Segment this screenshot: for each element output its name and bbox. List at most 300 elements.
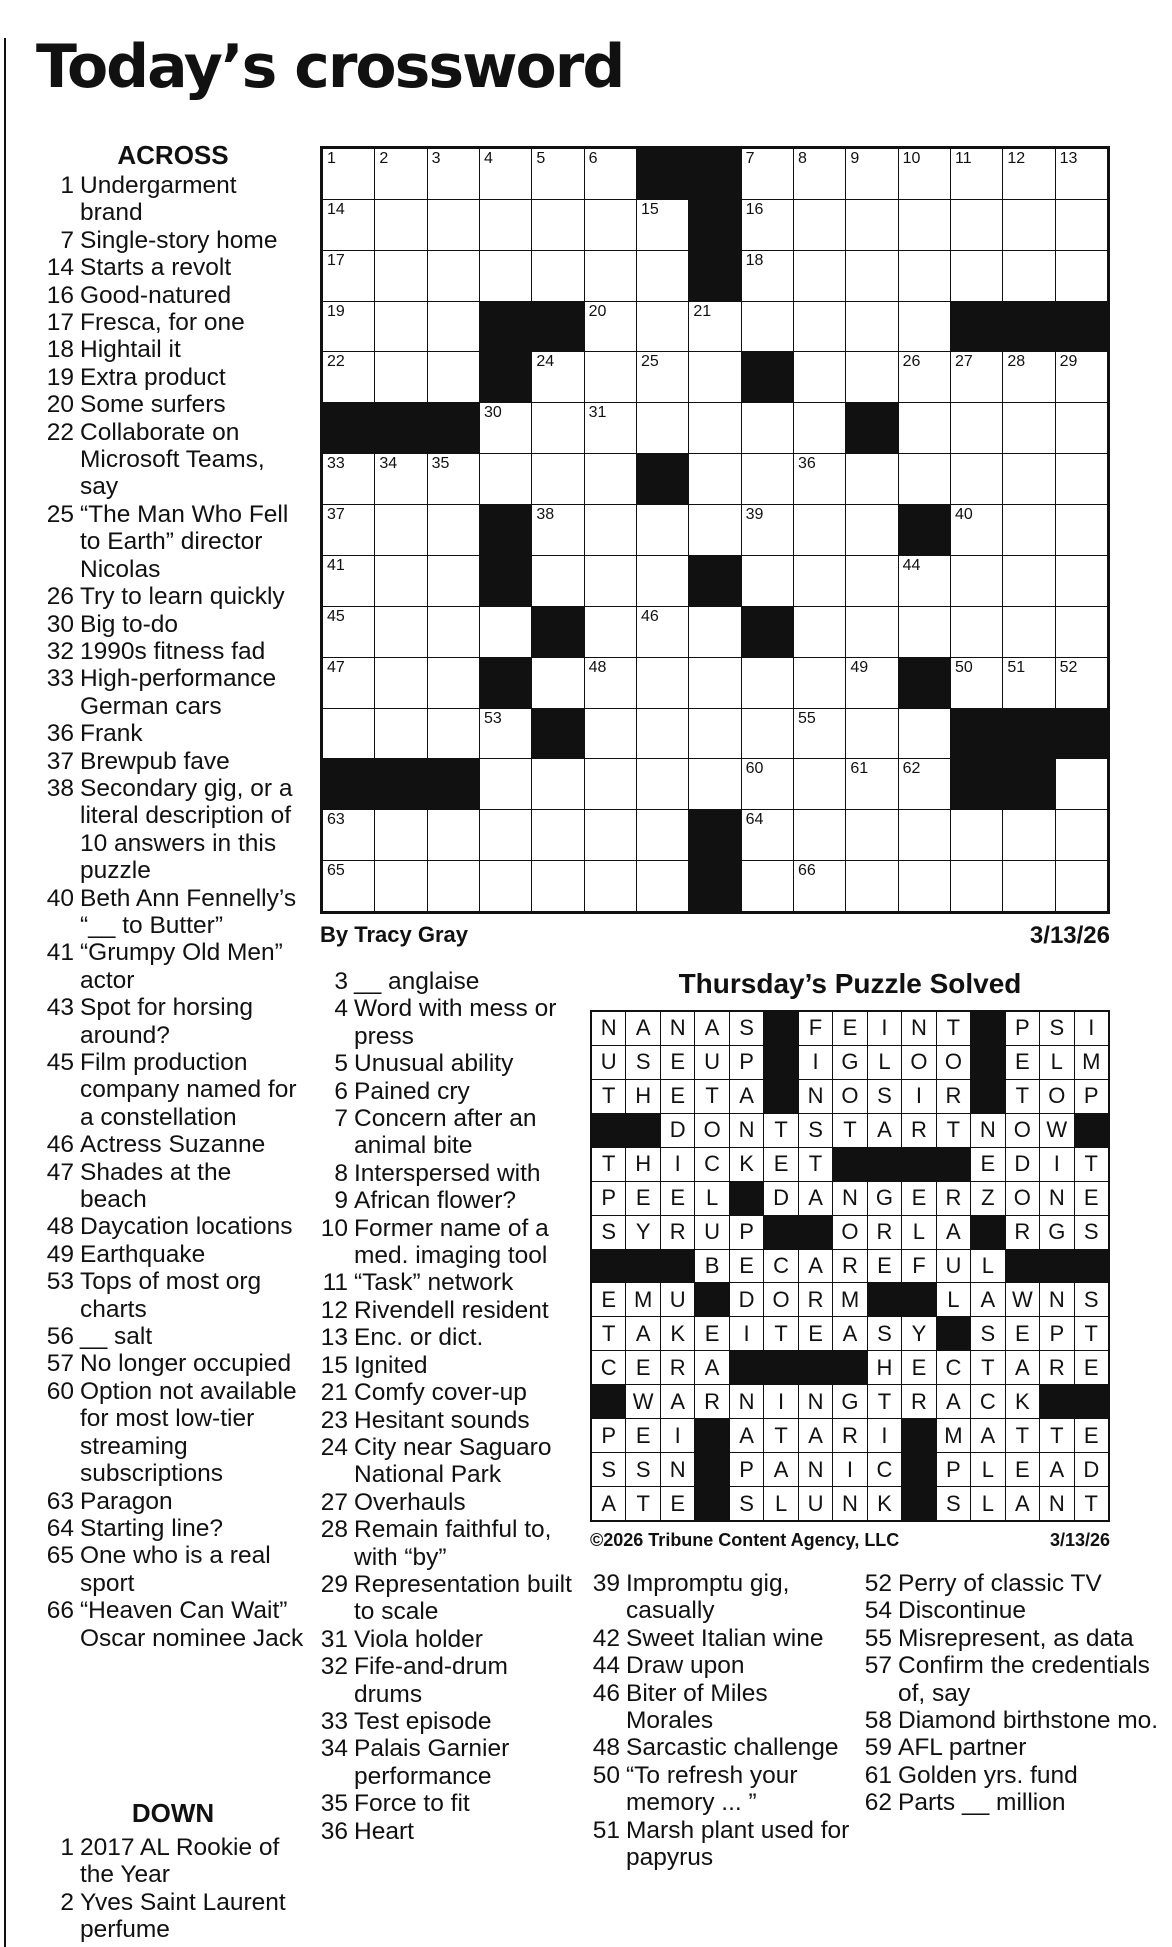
grid-cell[interactable]: [689, 759, 740, 809]
grid-cell[interactable]: [532, 861, 583, 911]
clue-down_col2-32: [316, 1653, 574, 1708]
grid-cell[interactable]: [1056, 454, 1107, 504]
grid-cell[interactable]: [794, 352, 845, 402]
grid-cell[interactable]: [689, 505, 740, 555]
cell-number: 37: [327, 506, 345, 524]
grid-cell[interactable]: [428, 454, 479, 504]
cell-number: 55: [797, 709, 816, 727]
clue-down_col2-6: [316, 1078, 574, 1105]
grid-cell[interactable]: [1003, 861, 1054, 911]
solution-letter: T: [833, 1114, 866, 1147]
grid-cell[interactable]: [794, 454, 845, 504]
grid-cell[interactable]: [899, 759, 950, 809]
solution-letter: S: [1075, 1283, 1108, 1316]
grid-cell[interactable]: [1003, 251, 1054, 301]
grid-cell[interactable]: [899, 403, 950, 453]
clue-across-53: [42, 1268, 304, 1323]
grid-cell[interactable]: [951, 861, 1002, 911]
clue-text: 2017 AL Rookie of the Year: [80, 1834, 280, 1889]
solution-letter: A: [626, 1317, 659, 1350]
grid-cell[interactable]: [585, 352, 636, 402]
grid-cell[interactable]: [637, 302, 688, 352]
solution-black-square: [764, 1216, 797, 1249]
black-square: [846, 403, 897, 453]
clue-across-38: [42, 775, 304, 885]
grid-cell[interactable]: [794, 658, 845, 708]
grid-cell[interactable]: [532, 200, 583, 250]
across-list: [42, 172, 304, 1652]
grid-cell[interactable]: [375, 810, 426, 860]
cell-number: 26: [902, 353, 921, 371]
grid-cell[interactable]: [899, 861, 950, 911]
grid-cell[interactable]: [428, 861, 479, 911]
grid-cell[interactable]: [1056, 251, 1107, 301]
grid-cell[interactable]: [480, 810, 531, 860]
solution-letter: I: [868, 1012, 901, 1045]
solution-letter: R: [695, 1385, 728, 1418]
clue-down_col2-27: [316, 1489, 574, 1516]
clue-down_col2-13: [316, 1324, 574, 1351]
solution-letter: A: [833, 1317, 866, 1350]
grid-cell[interactable]: [585, 810, 636, 860]
grid-cell[interactable]: [742, 709, 793, 759]
solution-letter: Y: [626, 1216, 659, 1249]
grid-cell[interactable]: [323, 200, 374, 250]
grid-cell[interactable]: [532, 352, 583, 402]
grid-cell[interactable]: [1056, 810, 1107, 860]
grid-cell[interactable]: [899, 607, 950, 657]
grid-cell[interactable]: [532, 810, 583, 860]
grid-cell[interactable]: [480, 454, 531, 504]
grid-cell[interactable]: [585, 200, 636, 250]
grid-cell[interactable]: [585, 709, 636, 759]
grid-cell[interactable]: [428, 810, 479, 860]
grid-cell[interactable]: [637, 658, 688, 708]
cell-number: 17: [327, 251, 345, 269]
grid-cell[interactable]: [846, 556, 897, 606]
clue-down_col2-33: [316, 1708, 574, 1735]
grid-cell[interactable]: [637, 251, 688, 301]
crossword-grid[interactable]: [320, 146, 1110, 914]
grid-cell[interactable]: [585, 556, 636, 606]
grid-cell[interactable]: [480, 251, 531, 301]
grid-cell[interactable]: [323, 607, 374, 657]
grid-cell[interactable]: [1003, 149, 1054, 199]
grid-cell[interactable]: [742, 454, 793, 504]
solution-letter: R: [1006, 1216, 1039, 1249]
solution-black-square: [695, 1419, 728, 1452]
grid-cell[interactable]: [585, 403, 636, 453]
solution-letter: E: [1075, 1419, 1108, 1452]
clue-number: 18: [46, 336, 74, 364]
grid-cell[interactable]: [637, 556, 688, 606]
grid-cell[interactable]: [375, 607, 426, 657]
grid-cell[interactable]: [846, 454, 897, 504]
grid-cell[interactable]: [323, 454, 374, 504]
cell-number: 52: [1059, 658, 1078, 676]
grid-cell[interactable]: [689, 658, 740, 708]
grid-cell[interactable]: [742, 556, 793, 606]
grid-cell[interactable]: [323, 861, 374, 911]
grid-cell[interactable]: [637, 200, 688, 250]
clue-text: Shades at the beach: [80, 1158, 232, 1214]
black-square: [428, 403, 479, 453]
solution-black-square: [833, 1351, 866, 1384]
solution-letter: O: [1040, 1080, 1073, 1113]
grid-cell[interactable]: [428, 658, 479, 708]
grid-cell[interactable]: [899, 810, 950, 860]
grid-cell[interactable]: [794, 200, 845, 250]
grid-cell[interactable]: [1003, 658, 1054, 708]
grid-cell[interactable]: [637, 403, 688, 453]
grid-cell[interactable]: [532, 454, 583, 504]
grid-cell[interactable]: [951, 149, 1002, 199]
clue-down_col2-35: [316, 1790, 574, 1817]
solution-letter: T: [1040, 1419, 1073, 1452]
clue-across-41: [42, 939, 304, 994]
grid-cell[interactable]: [899, 556, 950, 606]
grid-cell[interactable]: [689, 352, 740, 402]
grid-cell[interactable]: [742, 505, 793, 555]
clue-number: 22: [46, 418, 74, 446]
grid-cell[interactable]: [742, 861, 793, 911]
clue-number: 37: [46, 747, 74, 775]
solution-letter: C: [764, 1250, 797, 1283]
grid-cell[interactable]: [689, 403, 740, 453]
clue-down_col4-57: [860, 1652, 1160, 1707]
grid-cell[interactable]: [794, 607, 845, 657]
solution-letter: K: [868, 1487, 901, 1520]
cell-number: 44: [902, 556, 921, 574]
grid-cell[interactable]: [846, 352, 897, 402]
grid-cell[interactable]: [794, 149, 845, 199]
grid-cell[interactable]: [480, 200, 531, 250]
clue-text: “Grumpy Old Men” actor: [80, 939, 283, 994]
grid-cell[interactable]: [794, 556, 845, 606]
cell-number: 60: [745, 760, 764, 778]
grid-cell[interactable]: [323, 352, 374, 402]
grid-cell[interactable]: [428, 251, 479, 301]
byline: By Tracy Gray: [320, 922, 468, 947]
cell-number: 36: [797, 455, 816, 473]
grid-cell[interactable]: [846, 607, 897, 657]
clue-across-32: [42, 638, 304, 665]
grid-cell[interactable]: [846, 861, 897, 911]
cell-number: 6: [588, 150, 598, 167]
grid-cell[interactable]: [1056, 149, 1107, 199]
grid-cell[interactable]: [323, 658, 374, 708]
grid-cell[interactable]: [899, 200, 950, 250]
clue-number: 12: [320, 1296, 348, 1324]
grid-cell[interactable]: [637, 861, 688, 911]
black-square: [689, 810, 740, 860]
solution-letter: E: [661, 1080, 694, 1113]
clue-number: 15: [320, 1351, 348, 1379]
grid-cell[interactable]: [1003, 810, 1054, 860]
grid-cell[interactable]: [1056, 352, 1107, 402]
grid-cell[interactable]: [951, 200, 1002, 250]
grid-cell[interactable]: [1003, 200, 1054, 250]
grid-cell[interactable]: [585, 251, 636, 301]
grid-cell[interactable]: [689, 454, 740, 504]
clue-text: Hightail it: [80, 336, 181, 364]
grid-cell[interactable]: [323, 810, 374, 860]
grid-cell[interactable]: [846, 759, 897, 809]
solution-letter: S: [626, 1046, 659, 1079]
grid-cell[interactable]: [375, 352, 426, 402]
solution-letter: N: [902, 1012, 935, 1045]
grid-cell[interactable]: [323, 505, 374, 555]
clue-number: 32: [320, 1653, 348, 1681]
cell-number: 41: [327, 556, 345, 574]
grid-cell[interactable]: [1003, 607, 1054, 657]
grid-cell[interactable]: [585, 607, 636, 657]
clue-number: 58: [864, 1707, 892, 1735]
solution-letter: A: [937, 1216, 970, 1249]
grid-cell[interactable]: [532, 403, 583, 453]
clue-across-45: [42, 1049, 304, 1131]
grid-cell[interactable]: [742, 302, 793, 352]
grid-cell[interactable]: [794, 251, 845, 301]
solution-letter: T: [1075, 1487, 1108, 1520]
solution-letter: I: [902, 1080, 935, 1113]
grid-cell[interactable]: [1056, 861, 1107, 911]
clue-text: Sweet Italian wine: [626, 1624, 824, 1652]
grid-cell[interactable]: [742, 810, 793, 860]
grid-cell[interactable]: [323, 302, 374, 352]
grid-cell[interactable]: [689, 607, 740, 657]
clue-down_col1-1: [42, 1834, 304, 1889]
clue-across-37: [42, 748, 304, 775]
solution-letter: I: [1040, 1148, 1073, 1181]
clue-across-17: [42, 309, 304, 336]
grid-cell[interactable]: [480, 149, 531, 199]
grid-cell[interactable]: [428, 607, 479, 657]
grid-cell[interactable]: [375, 302, 426, 352]
grid-cell[interactable]: [323, 251, 374, 301]
grid-cell[interactable]: [742, 658, 793, 708]
grid-cell[interactable]: [428, 556, 479, 606]
grid-cell[interactable]: [428, 149, 479, 199]
grid-cell[interactable]: [846, 810, 897, 860]
clue-number: 23: [320, 1406, 348, 1434]
grid-cell[interactable]: [428, 200, 479, 250]
grid-cell[interactable]: [323, 149, 374, 199]
grid-cell[interactable]: [846, 200, 897, 250]
grid-cell[interactable]: [585, 861, 636, 911]
grid-cell[interactable]: [585, 149, 636, 199]
grid-cell[interactable]: [1056, 403, 1107, 453]
cell-number: 16: [745, 200, 764, 218]
grid-cell[interactable]: [899, 454, 950, 504]
grid-cell[interactable]: [532, 759, 583, 809]
grid-cell[interactable]: [585, 759, 636, 809]
grid-cell[interactable]: [742, 149, 793, 199]
grid-cell[interactable]: [951, 505, 1002, 555]
grid-cell[interactable]: [846, 709, 897, 759]
grid-cell[interactable]: [1003, 454, 1054, 504]
grid-cell[interactable]: [637, 607, 688, 657]
grid-cell[interactable]: [375, 454, 426, 504]
grid-cell[interactable]: [951, 352, 1002, 402]
grid-cell[interactable]: [480, 607, 531, 657]
grid-cell[interactable]: [375, 251, 426, 301]
grid-cell[interactable]: [689, 302, 740, 352]
grid-cell[interactable]: [742, 200, 793, 250]
grid-cell[interactable]: [480, 861, 531, 911]
grid-cell[interactable]: [794, 403, 845, 453]
clue-number: 7: [60, 226, 74, 254]
cell-number: 51: [1007, 658, 1026, 676]
solution-letter: R: [937, 1080, 970, 1113]
solution-letter: N: [799, 1080, 832, 1113]
grid-cell[interactable]: [742, 403, 793, 453]
grid-cell[interactable]: [323, 556, 374, 606]
grid-cell[interactable]: [951, 658, 1002, 708]
grid-cell[interactable]: [480, 759, 531, 809]
black-square: [1003, 302, 1054, 352]
solution-letter: T: [868, 1385, 901, 1418]
clue-text: Undergarment brand: [80, 172, 237, 227]
grid-cell[interactable]: [951, 251, 1002, 301]
grid-cell[interactable]: [794, 810, 845, 860]
clue-text: Tops of most org charts: [80, 1268, 262, 1323]
grid-cell[interactable]: [375, 200, 426, 250]
clue-down_col4-58: [860, 1707, 1160, 1734]
solution-black-square: [695, 1283, 728, 1316]
grid-cell[interactable]: [375, 505, 426, 555]
clue-number: 41: [46, 939, 74, 967]
grid-cell[interactable]: [532, 658, 583, 708]
grid-cell[interactable]: [532, 505, 583, 555]
grid-cell[interactable]: [375, 861, 426, 911]
grid-cell[interactable]: [637, 709, 688, 759]
clue-text: Representation built to scale: [354, 1570, 572, 1626]
grid-cell[interactable]: [428, 709, 479, 759]
grid-cell[interactable]: [1056, 556, 1107, 606]
grid-cell[interactable]: [1003, 403, 1054, 453]
grid-cell[interactable]: [480, 709, 531, 759]
grid-cell[interactable]: [585, 302, 636, 352]
grid-cell[interactable]: [1003, 556, 1054, 606]
grid-cell[interactable]: [899, 352, 950, 402]
clue-number: 21: [320, 1379, 348, 1407]
grid-cell[interactable]: [846, 505, 897, 555]
grid-cell[interactable]: [323, 709, 374, 759]
grid-cell[interactable]: [899, 709, 950, 759]
solution-letter: I: [661, 1148, 694, 1181]
grid-cell[interactable]: [1056, 200, 1107, 250]
clue-text: Spot for horsing around?: [80, 994, 253, 1049]
solution-letter: E: [764, 1148, 797, 1181]
clue-down_col2-29: [316, 1571, 574, 1626]
solution-letter: P: [730, 1216, 763, 1249]
solution-black-square: [626, 1250, 659, 1283]
solution-black-square: [626, 1114, 659, 1147]
grid-cell[interactable]: [846, 149, 897, 199]
solution-letter: N: [799, 1453, 832, 1486]
clue-across-22: [42, 419, 304, 501]
grid-cell[interactable]: [637, 505, 688, 555]
grid-cell[interactable]: [742, 251, 793, 301]
grid-cell[interactable]: [1056, 658, 1107, 708]
cell-number: 2: [379, 150, 389, 167]
solution-letter: I: [799, 1046, 832, 1079]
solution-black-square: [592, 1385, 625, 1418]
grid-cell[interactable]: [375, 149, 426, 199]
grid-cell[interactable]: [899, 302, 950, 352]
solution-letter: A: [626, 1012, 659, 1045]
grid-cell[interactable]: [1056, 759, 1107, 809]
grid-cell[interactable]: [899, 149, 950, 199]
grid-cell[interactable]: [794, 505, 845, 555]
grid-cell[interactable]: [532, 251, 583, 301]
grid-cell[interactable]: [742, 759, 793, 809]
clue-number: 51: [592, 1816, 620, 1844]
grid-cell[interactable]: [1003, 505, 1054, 555]
clue-number: 33: [320, 1707, 348, 1735]
grid-cell[interactable]: [637, 810, 688, 860]
grid-cell[interactable]: [637, 759, 688, 809]
grid-cell[interactable]: [428, 505, 479, 555]
clue-number: 27: [320, 1488, 348, 1516]
grid-cell[interactable]: [951, 556, 1002, 606]
grid-cell[interactable]: [794, 861, 845, 911]
grid-cell[interactable]: [480, 403, 531, 453]
grid-cell[interactable]: [794, 709, 845, 759]
clue-text: Concern after an animal bite: [354, 1105, 537, 1160]
clue-text: “The Man Who Fell to Earth” director Nicolas: [80, 500, 289, 583]
grid-cell[interactable]: [951, 454, 1002, 504]
grid-cell[interactable]: [1056, 607, 1107, 657]
grid-cell[interactable]: [846, 302, 897, 352]
grid-cell[interactable]: [899, 251, 950, 301]
grid-cell[interactable]: [375, 556, 426, 606]
grid-cell[interactable]: [846, 658, 897, 708]
grid-cell[interactable]: [428, 302, 479, 352]
clue-number: 46: [592, 1679, 620, 1707]
solution-letter: T: [764, 1114, 797, 1147]
grid-cell[interactable]: [846, 251, 897, 301]
solution-letter: E: [730, 1250, 763, 1283]
grid-cell[interactable]: [532, 556, 583, 606]
clue-text: “Task” network: [354, 1269, 514, 1297]
grid-cell[interactable]: [1056, 505, 1107, 555]
grid-cell[interactable]: [951, 403, 1002, 453]
grid-cell[interactable]: [532, 149, 583, 199]
grid-cell[interactable]: [585, 658, 636, 708]
clue-number: 3: [334, 968, 348, 995]
grid-cell[interactable]: [794, 302, 845, 352]
grid-cell[interactable]: [1003, 352, 1054, 402]
grid-cell[interactable]: [375, 658, 426, 708]
grid-cell[interactable]: [375, 709, 426, 759]
clue-text: Diamond birthstone mo.: [898, 1707, 1159, 1735]
grid-cell[interactable]: [794, 759, 845, 809]
grid-cell[interactable]: [951, 810, 1002, 860]
grid-cell[interactable]: [689, 709, 740, 759]
grid-cell[interactable]: [428, 352, 479, 402]
solution-letter: S: [799, 1114, 832, 1147]
grid-cell[interactable]: [637, 352, 688, 402]
grid-cell[interactable]: [951, 607, 1002, 657]
cell-number: 47: [327, 658, 345, 676]
solution-letter: K: [661, 1317, 694, 1350]
solution-letter: C: [695, 1148, 728, 1181]
grid-cell[interactable]: [585, 505, 636, 555]
solution-letter: G: [868, 1182, 901, 1215]
grid-cell[interactable]: [585, 454, 636, 504]
